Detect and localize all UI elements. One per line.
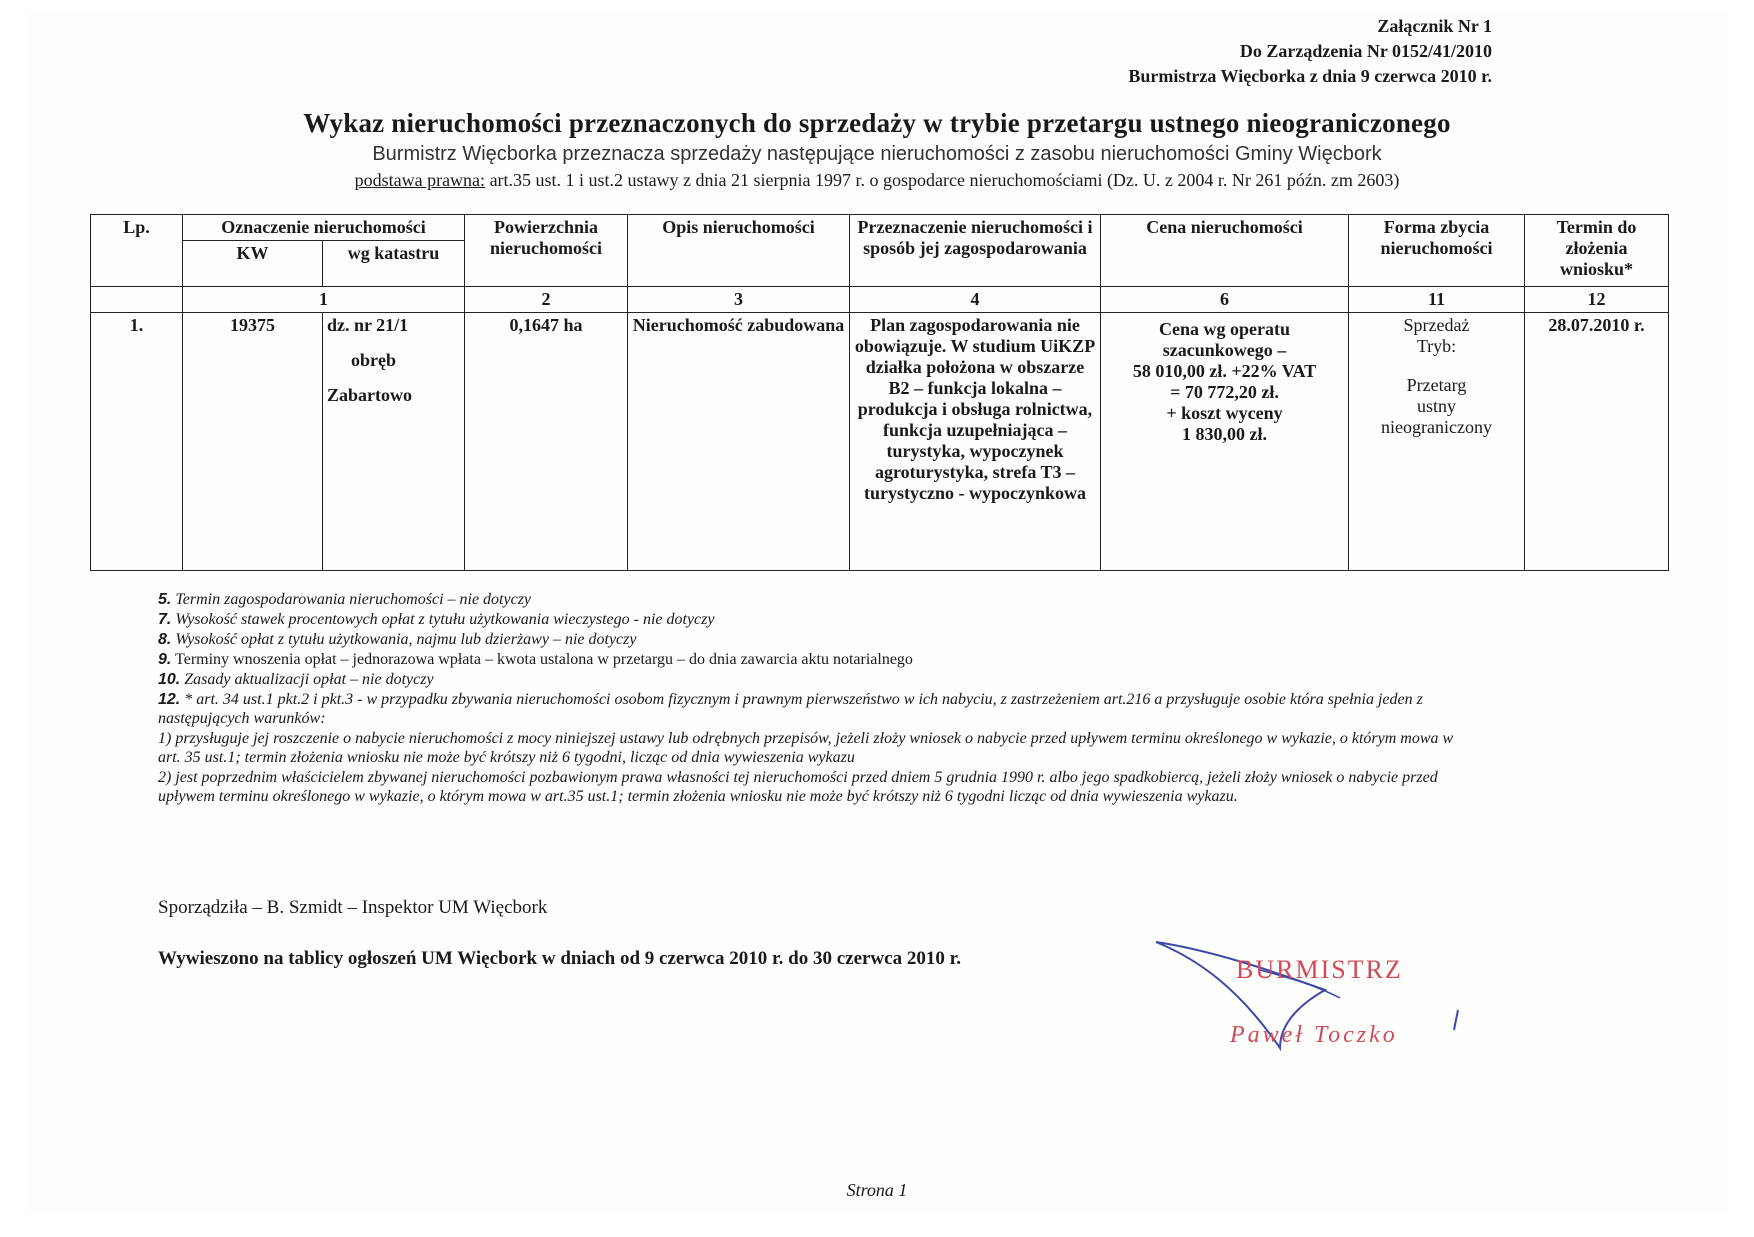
- sale-form-line-3: Przetarg: [1406, 375, 1467, 395]
- header-description: Opis nieruchomości: [628, 215, 850, 287]
- stamp-name: Paweł Toczko: [1230, 1022, 1398, 1048]
- row-plot: dz. nr 21/1: [327, 315, 409, 335]
- attachment-header: [892, 14, 1492, 89]
- prepared-by: Sporządziła – B. Szmidt – Inspektor UM Więcbork: [158, 897, 548, 918]
- row-area: 0,1647 ha: [465, 313, 628, 571]
- num-cell-11: 11: [1349, 287, 1525, 313]
- posting-notice: Wywieszono na tablicy ogłoszeń UM Więcbork w dniach od 9 czerwca 2010 r. do 30 czerwca 2010 r.: [158, 948, 962, 969]
- property-table: [90, 214, 1669, 571]
- price-line-1: Cena wg operatu: [1159, 319, 1290, 339]
- document-title: Wykaz nieruchomości przeznaczonych do sprzedaży w trybie przetargu ustnego nieograniczonego: [303, 108, 1451, 138]
- row-precinct: obręb: [351, 350, 396, 370]
- header-cadastre: wg katastru: [323, 241, 465, 287]
- note-10: 10. Zasady aktualizacji opłat – nie dotyczy: [158, 671, 434, 688]
- note-5: 5. Termin zagospodarowania nieruchomości – nie dotyczy: [158, 591, 532, 608]
- ordinance-number: Do Zarządzenia Nr 0152/41/2010: [1239, 41, 1492, 61]
- row-village: Zabartowo: [327, 385, 412, 405]
- note-7: 7. Wysokość stawek procentowych opłat z tytułu użytkowania wieczystego - nie dotyczy: [158, 611, 715, 628]
- sale-form-line-1: Sprzedaż: [1403, 315, 1470, 335]
- header-purpose: Przeznaczenie nieruchomości i sposób jej zagospodarowania: [850, 215, 1101, 287]
- legal-basis-text: art.35 ust. 1 i ust.2 ustawy z dnia 21 sierpnia 1997 r. o gospodarce nieruchomościami (Dz. U. z 2004 r. Nr 261 późn. zm 2603): [485, 170, 1400, 190]
- page-number: Strona 1: [846, 1180, 908, 1200]
- note-12-point-1: 1) przysługuje jej roszczenie o nabycie nieruchomości z mocy niniejszej ustawy lub odrębnych przepisów, jeżeli złoży wniosek o nabycie przed upływem terminu określonego w wykazie, o którym mowa w art. 35 ust.1; termin złożenia wniosku nie może być krótszy niż 6 tygodni, licząc od dnia wywieszenia wykazu: [158, 730, 1454, 766]
- header-area: Powierzchnia nieruchomości: [465, 215, 628, 287]
- price-line-5: + koszt wyceny: [1166, 403, 1283, 423]
- document-subtitle: Burmistrz Więcborka przeznacza sprzedaży następujące nieruchomości z zasobu nieruchomości Gminy Więcbork: [372, 143, 1382, 165]
- row-purpose: Plan zagospodarowania nie obowiązuje. W studium UiKZP działka położona w obszarze B2 – funkcja lokalna – produkcja i obsługa rolnictwa, funkcja uzupełniająca – turystyka, wypoczynek agroturystyka, strefa T3 – turystyczno - wypoczynkowa: [850, 313, 1101, 571]
- price-line-6: 1 830,00 zł.: [1182, 424, 1267, 444]
- sale-form-line-5: nieograniczony: [1381, 417, 1492, 437]
- header-sale-form: Forma zbycia nieruchomości: [1349, 215, 1525, 287]
- row-kw: 19375: [183, 313, 323, 571]
- row-cadastre: [323, 313, 465, 571]
- sale-form-line-2: Tryb:: [1416, 336, 1457, 356]
- row-lp: 1.: [91, 313, 183, 571]
- price-line-4: = 70 772,20 zł.: [1170, 382, 1279, 402]
- row-price: [1101, 313, 1349, 571]
- sale-form-line-4: ustny: [1416, 396, 1456, 416]
- note-9: 9. Terminy wnoszenia opłat – jednorazowa wpłata – kwota ustalona w przetargu – do dnia zawarcia aktu notarialnego: [158, 651, 913, 668]
- row-description: Nieruchomość zabudowana: [628, 313, 850, 571]
- row-deadline: 28.07.2010 r.: [1525, 313, 1669, 571]
- header-designation: Oznaczenie nieruchomości: [183, 215, 465, 241]
- attachment-number: Załącznik Nr 1: [1377, 16, 1492, 36]
- row-sale-form: [1349, 313, 1525, 571]
- stamp-title: BURMISTRZ: [1236, 955, 1403, 984]
- num-cell-4: 4: [850, 287, 1101, 313]
- header-deadline: Termin do złożenia wniosku*: [1525, 215, 1669, 287]
- note-8: 8. Wysokość opłat z tytułu użytkowania, najmu lub dzierżawy – nie dotyczy: [158, 631, 637, 648]
- num-cell-6: 6: [1101, 287, 1349, 313]
- note-12: 12. * art. 34 ust.1 pkt.2 i pkt.3 - w przypadku zbywania nieruchomości osobom fizycznym i prawnym pierwszeństwo w ich nabyciu, z zastrzeżeniem art.216 a przysługuje osobie która spełnia jeden z następujących warunków:: [158, 691, 1423, 727]
- notes-section: [158, 590, 1458, 807]
- legal-basis: [0, 170, 1754, 191]
- note-12-point-2: 2) jest poprzednim właścicielem zbywanej nieruchomości pozbawionym prawa własności tej nieruchomości przed dniem 5 grudnia 1990 r. albo jego spadkobiercą, jeżeli złoży wniosek o nabycie przed upływem terminu określonego w wykazie, o którym mowa w art.35 ust.1; termin złożenia wniosku nie może być krótszy niż 6 tygodni licząc od dnia wywieszenia wykazu.: [158, 769, 1438, 805]
- legal-basis-label: podstawa prawna:: [354, 170, 486, 190]
- header-price: Cena nieruchomości: [1101, 215, 1349, 287]
- price-line-2: szacunkowego –: [1162, 340, 1287, 360]
- num-cell-12: 12: [1525, 287, 1669, 313]
- num-cell-empty: [91, 287, 183, 313]
- num-cell-2: 2: [465, 287, 628, 313]
- header-lp: Lp.: [91, 215, 183, 287]
- num-cell-1: 1: [183, 287, 465, 313]
- ordinance-date: Burmistrza Więcborka z dnia 9 czerwca 2010 r.: [1128, 66, 1492, 86]
- price-line-3: 58 010,00 zł. +22% VAT: [1132, 361, 1317, 381]
- num-cell-3: 3: [628, 287, 850, 313]
- header-kw: KW: [183, 241, 323, 287]
